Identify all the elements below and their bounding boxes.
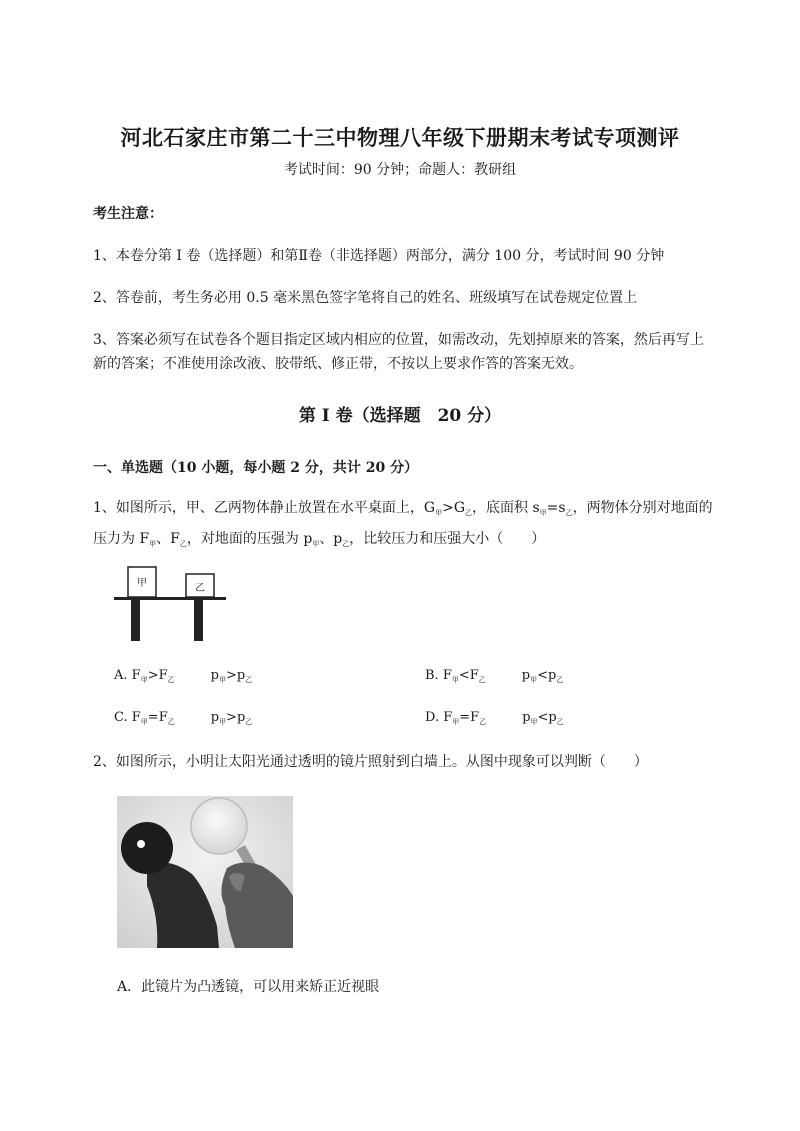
block-jia-label: 甲 [137, 578, 147, 589]
section-title: 第 I 卷（选择题 20 分） [298, 406, 502, 426]
table-blocks-figure [114, 565, 226, 643]
option-b[interactable]: B. $F_甲<F_乙$ $p_甲<p_乙$ [425, 668, 564, 684]
exam-subtitle: 考试时间：90 分钟；命题人：教研组 [283, 162, 517, 178]
exam-title: 河北石家庄市第二十三中物理八年级下册期末考试专项测评 [120, 125, 680, 150]
question-2-option-a[interactable]: A．此镜片为凸透镜，可以用来矫正近视眼 [117, 979, 380, 995]
notice-item-3: 3、答案必须写在试卷各个题目指定区域内相应的位置，如需改动，先划掉原来的答案，然后再写上新的答案；不准使用涂改液、胶带纸、修正带，不按以上要求作答的答案无效。 [93, 332, 704, 372]
question-1-text: 1、如图所示，甲、乙两物体静止放置在水平桌面上，$G_甲>G_乙$，底面积 $s_甲=s_乙$，两物体分别对地面的压力为 $F_甲$、$F_乙$，对地面的压强为 $p_甲$、$p_乙$，比较压力和压强大小（ ） [93, 500, 713, 548]
notice-heading: 考生注意： [93, 206, 163, 222]
notice-item-1: 1、本卷分第 I 卷（选择题）和第Ⅱ卷（非选择题）两部分，满分 100 分，考试时间 90 分钟 [93, 248, 665, 264]
option-d[interactable]: D. $F_甲=F_乙$ $p_甲<p_乙$ [425, 710, 564, 726]
notice-item-2: 2、答卷前，考生务必用 0.5 毫米黑色签字笔将自己的姓名、班级填写在试卷规定位置上 [93, 290, 638, 306]
option-a[interactable]: A. $F_甲>F_乙$ $p_甲>p_乙$ [114, 668, 253, 684]
part-heading: 一、单选题（10 小题，每小题 2 分，共计 20 分） [93, 460, 419, 476]
block-yi-label: 乙 [195, 583, 205, 594]
lens-photo-figure [117, 796, 293, 948]
question-2-text: 2、如图所示，小明让太阳光通过透明的镜片照射到白墙上。从图中现象可以判断（ ） [93, 754, 648, 770]
option-c[interactable]: C. $F_甲=F_乙$ $p_甲>p_乙$ [114, 710, 253, 726]
